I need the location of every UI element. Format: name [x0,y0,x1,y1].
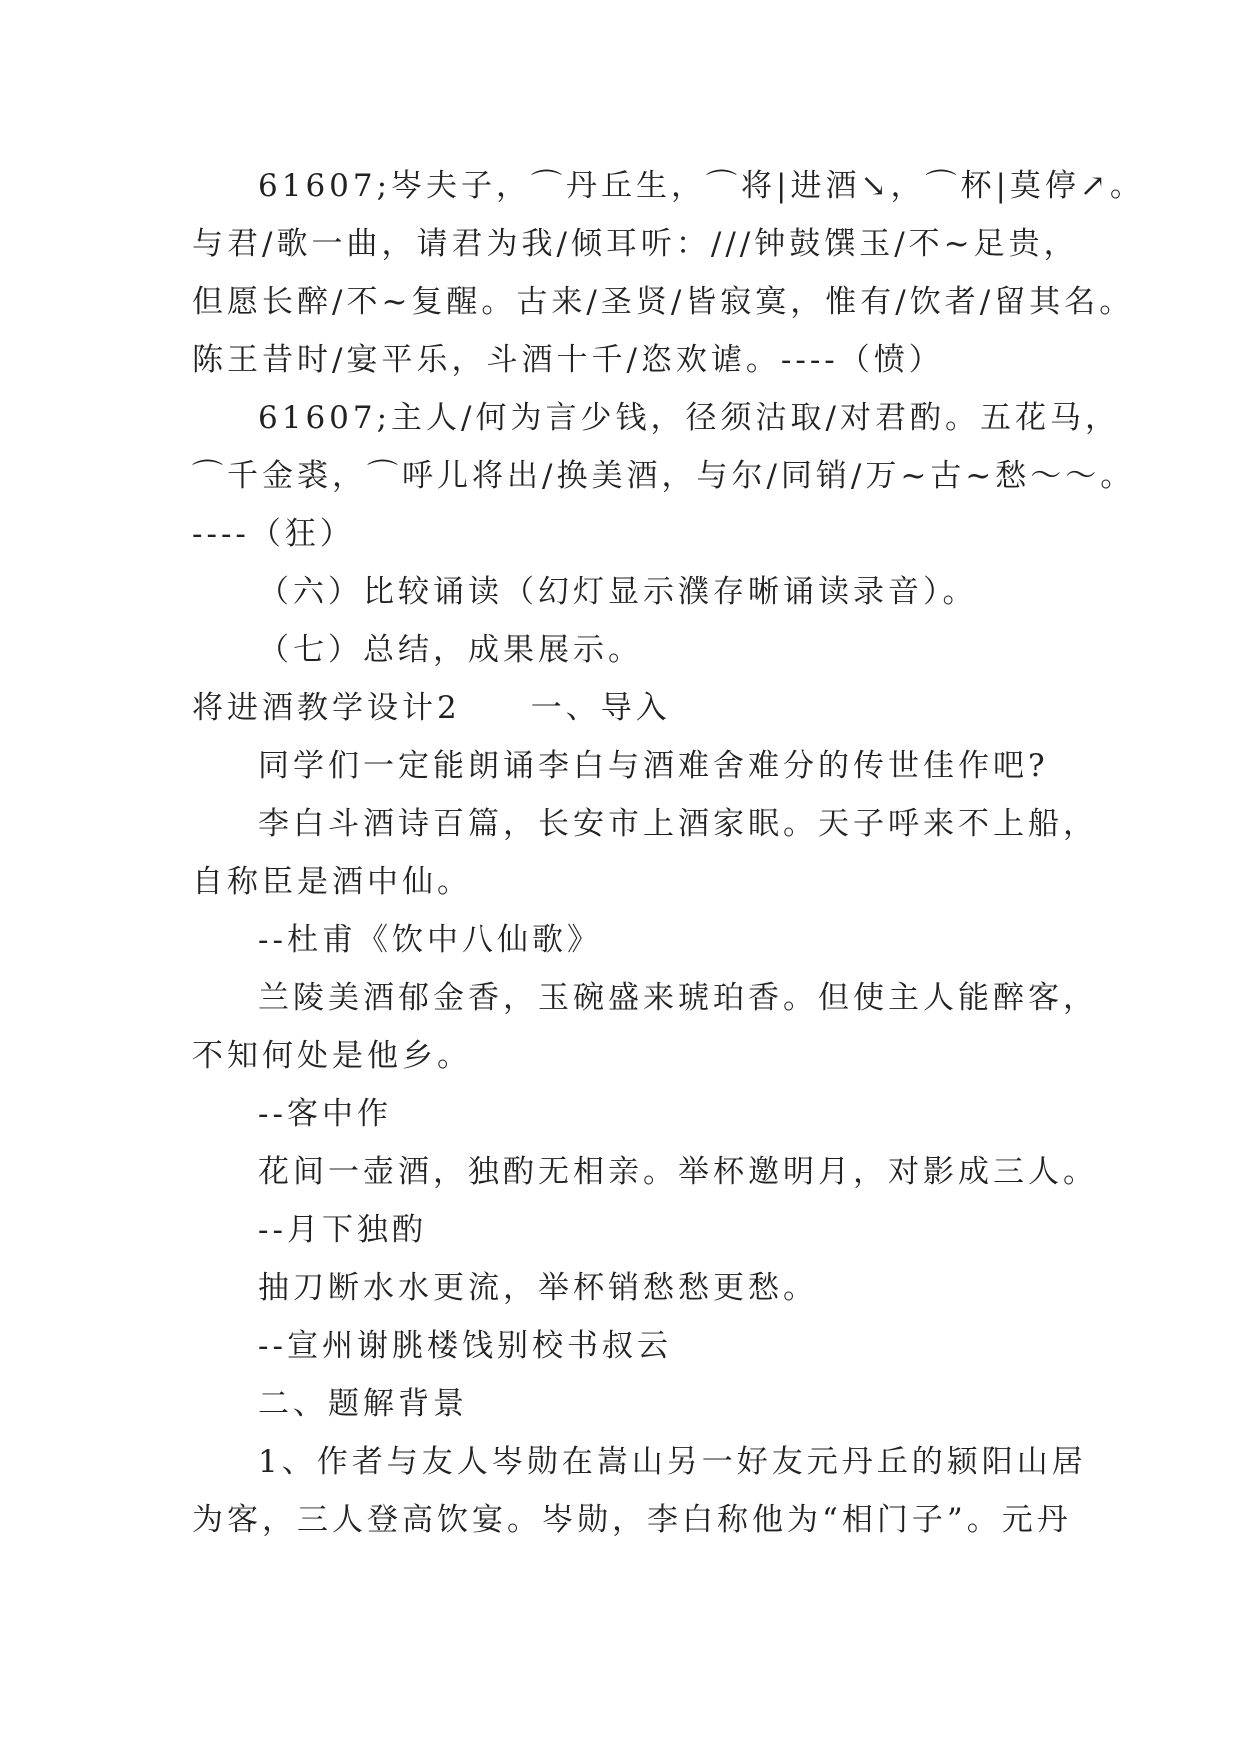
text-line: 61607;岑夫子，⌒丹丘生，⌒将|进酒↘，⌒杯|莫停↗。 [258,168,1145,204]
text-line: 但愿长醉/不~复醒。古来/圣贤/皆寂寞，惟有/饮者/留其名。 [192,284,1135,320]
text-line: 同学们一定能朗诵李白与酒难舍难分的传世佳作吧? [258,748,1049,784]
text-line: --宣州谢朓楼饯别校书叔云 [258,1328,672,1364]
text-line: 不知何处是他乡。 [192,1038,472,1074]
text-line: 花间一壶酒，独酌无相亲。举杯邀明月，对影成三人。 [258,1154,1098,1190]
text-line: （七）总结，成果展示。 [258,632,643,668]
text-line: 李白斗酒诗百篇，长安市上酒家眠。天子呼来不上船， [258,806,1098,842]
text-line: 兰陵美酒郁金香，玉碗盛来琥珀香。但使主人能醉客， [258,980,1098,1016]
text-line: 抽刀断水水更流，举杯销愁愁更愁。 [258,1270,818,1306]
text-line: 与君/歌一曲，请君为我/倾耳听：///钟鼓馔玉/不~足贵， [192,226,1079,262]
text-line: （六）比较诵读（幻灯显示濮存晰诵读录音）。 [258,574,978,610]
text-line: --杜甫《饮中八仙歌》 [258,922,602,958]
text-line: 1、作者与友人岑勋在嵩山另一好友元丹丘的颍阳山居 [258,1444,1087,1480]
text-line: --客中作 [258,1096,392,1132]
text-line: 为客，三人登高饮宴。岑勋，李白称他为“相门子”。元丹 [192,1502,1072,1538]
text-line: 61607;主人/何为言少钱，径须沽取/对君酌。五花马， [258,400,1120,436]
text-line: --月下独酌 [258,1212,427,1248]
text-line: 自称臣是酒中仙。 [192,864,472,900]
section-heading: 将进酒教学设计2 一、导入 [192,690,671,726]
text-line: 陈王昔时/宴平乐，斗酒十千/恣欢谑。----（愤） [192,342,944,378]
text-line: ⌒千金裘，⌒呼儿将出/换美酒，与尔/同销/万~古~愁～～。 [192,458,1136,494]
text-line: ----（狂） [192,516,355,552]
section-heading: 二、题解背景 [258,1386,468,1422]
